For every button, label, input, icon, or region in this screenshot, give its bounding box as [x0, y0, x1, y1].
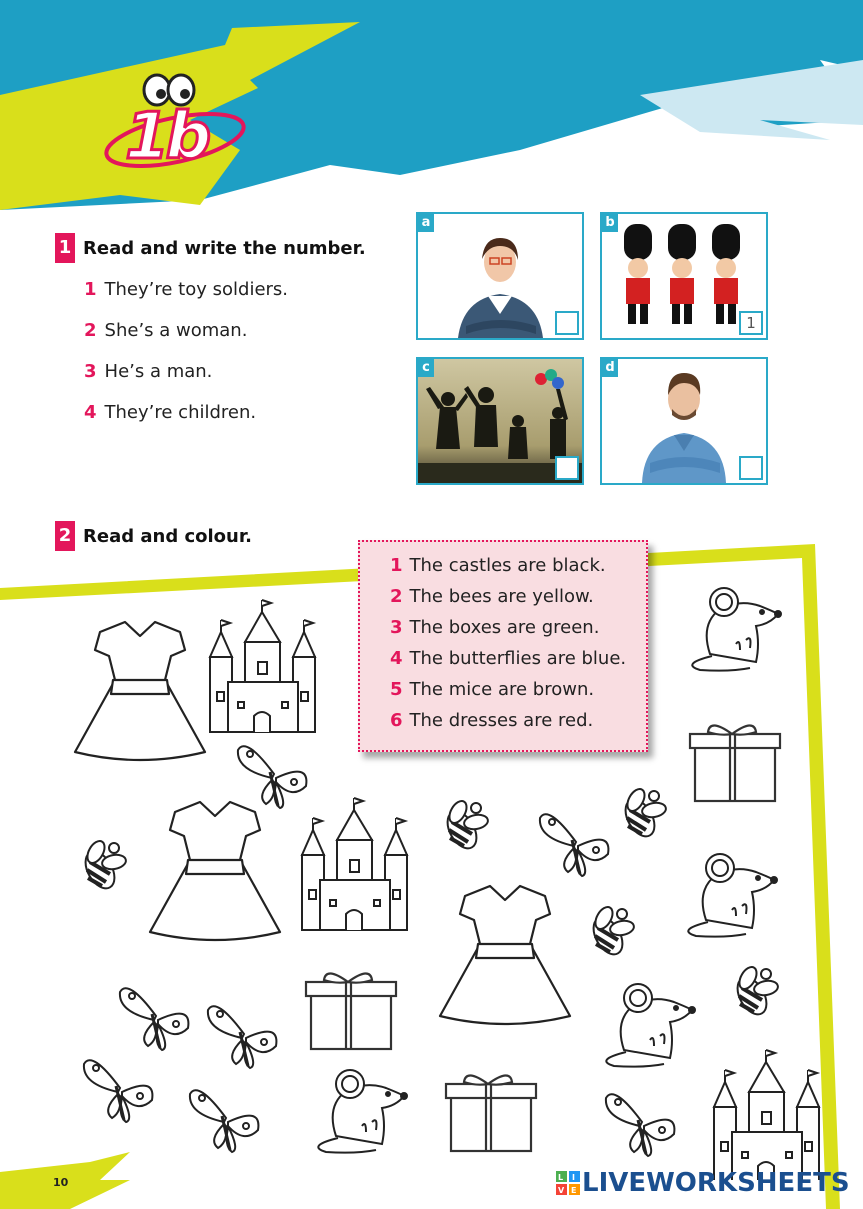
bee-1 — [80, 838, 127, 893]
liveworksheets-brand[interactable] — [556, 1168, 850, 1198]
photo-b-toy-soldiers — [600, 212, 768, 340]
colour-instruction-2: 2 The bees are yellow. — [390, 586, 594, 607]
photo-d-man — [600, 357, 768, 485]
gift-box-1 — [690, 725, 780, 801]
photo-a-woman — [416, 212, 584, 340]
exercise-2-number: 2 — [55, 521, 75, 551]
exercise-1-title: Read and write the number. — [83, 237, 366, 259]
page-number: 10 — [53, 1176, 69, 1189]
bee-5 — [732, 964, 779, 1019]
colour-instruction-1: 1 The castles are black. — [390, 555, 606, 576]
butterfly-6 — [190, 1090, 259, 1152]
liveworksheets-brand-text: LIVEWORKSHEETS — [582, 1168, 850, 1198]
colour-instruction-4: 4 The butterflies are blue. — [390, 648, 627, 669]
mouse-3 — [606, 984, 695, 1067]
exercise-1-header — [55, 233, 366, 263]
sentence-2: 2 She’s a woman. — [84, 320, 248, 341]
butterfly-5 — [84, 1060, 153, 1122]
dress-3 — [440, 886, 570, 1024]
photo-label-b: b — [602, 214, 618, 232]
butterfly-7 — [606, 1094, 675, 1156]
colour-instruction-5: 5 The mice are brown. — [390, 679, 595, 700]
mouse-2 — [688, 854, 777, 937]
answer-box-c[interactable] — [555, 456, 579, 480]
castle-2 — [302, 798, 407, 930]
colour-instruction-3: 3 The boxes are green. — [390, 617, 600, 638]
bee-3 — [620, 786, 667, 841]
mouse-1 — [692, 588, 781, 671]
svg-text:I: I — [572, 1173, 575, 1182]
exercise-1-number: 1 — [55, 233, 75, 263]
unit-badge — [95, 70, 255, 210]
butterfly-3 — [120, 988, 189, 1050]
svg-text:L: L — [558, 1173, 564, 1182]
sentence-4: 4 They’re children. — [84, 402, 257, 423]
bee-4 — [588, 904, 635, 959]
butterfly-1 — [238, 746, 307, 808]
castle-1 — [210, 600, 315, 732]
answer-box-b[interactable]: 1 — [739, 311, 763, 335]
gift-box-3 — [446, 1075, 536, 1151]
castle-3 — [714, 1050, 819, 1180]
svg-text:V: V — [558, 1186, 565, 1195]
liveworksheets-logo-icon — [556, 1171, 582, 1195]
unit-label: 1b — [125, 100, 208, 174]
colour-instruction-6: 6 The dresses are red. — [390, 710, 594, 731]
photo-label-d: d — [602, 359, 618, 377]
butterfly-4 — [208, 1006, 277, 1068]
answer-box-d[interactable] — [739, 456, 763, 480]
photo-c-children — [416, 357, 584, 485]
bee-2 — [442, 798, 489, 853]
answer-box-a[interactable] — [555, 311, 579, 335]
colour-instructions-box — [358, 540, 648, 752]
photo-label-a: a — [418, 214, 434, 232]
mouse-4 — [318, 1070, 407, 1153]
butterfly-2 — [540, 814, 609, 876]
sentence-1: 1 They’re toy soldiers. — [84, 279, 289, 300]
svg-text:E: E — [571, 1186, 577, 1195]
dress-2 — [150, 802, 280, 940]
photo-label-c: c — [418, 359, 434, 377]
sentence-3: 3 He’s a man. — [84, 361, 213, 382]
exercise-2-title: Read and colour. — [83, 525, 253, 547]
dress-1 — [75, 622, 205, 760]
gift-box-2 — [306, 973, 396, 1049]
